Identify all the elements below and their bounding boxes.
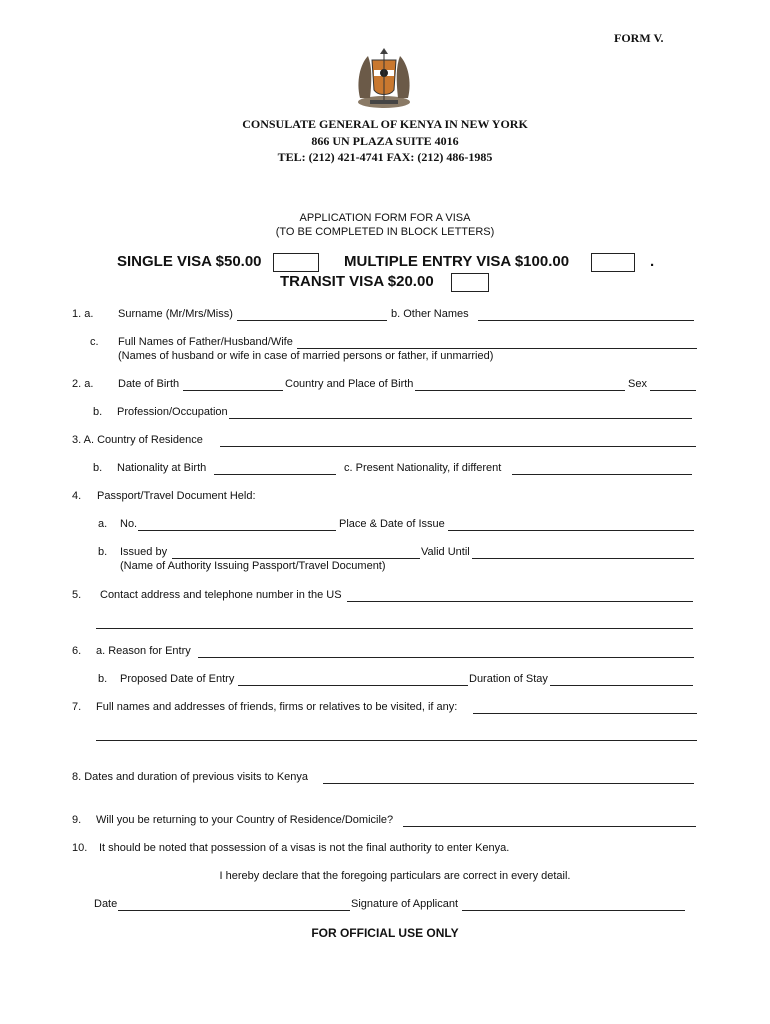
country-residence-field[interactable] bbox=[220, 446, 696, 447]
q7-number: 7. bbox=[72, 701, 82, 713]
us-contact-field[interactable] bbox=[347, 601, 693, 602]
place-date-issue-field[interactable] bbox=[448, 530, 694, 531]
valid-until-label: Valid Until bbox=[421, 546, 470, 558]
parent-spouse-label: Full Names of Father/Husband/Wife bbox=[118, 336, 293, 348]
previous-visits-label: 8. Dates and duration of previous visits to Kenya bbox=[72, 771, 309, 783]
issued-by-label: Issued by bbox=[120, 546, 168, 558]
visa-dot: . bbox=[650, 253, 655, 270]
reason-entry-field[interactable] bbox=[198, 657, 694, 658]
other-names-label: b. Other Names bbox=[391, 308, 469, 320]
dob-label: Date of Birth bbox=[118, 378, 180, 390]
surname-label: Surname (Mr/Mrs/Miss) bbox=[118, 308, 233, 320]
q1-number: 1. a. bbox=[72, 308, 94, 320]
q10-number: 10. bbox=[72, 842, 88, 854]
q5-number: 5. bbox=[72, 589, 82, 601]
multiple-visa-label: MULTIPLE ENTRY VISA $100.00 bbox=[344, 253, 570, 270]
sex-field[interactable] bbox=[650, 390, 696, 391]
contacts-kenya-field-line2[interactable] bbox=[96, 740, 697, 741]
passport-no-field[interactable] bbox=[138, 530, 336, 531]
us-contact-label: Contact address and telephone number in the US bbox=[100, 589, 342, 601]
valid-until-field[interactable] bbox=[472, 558, 694, 559]
reason-entry-label: a. Reason for Entry bbox=[96, 645, 191, 657]
signature-label: Signature of Applicant bbox=[351, 898, 459, 910]
contacts-kenya-field[interactable] bbox=[473, 713, 697, 714]
form-label: FORM V. bbox=[614, 31, 664, 45]
issuing-authority-note: (Name of Authority Issuing Passport/Travel Document) bbox=[120, 560, 386, 572]
q4a-letter: a. bbox=[98, 518, 108, 530]
sex-label: Sex bbox=[628, 378, 647, 390]
parent-spouse-note: (Names of husband or wife in case of married persons or father, if unmarried) bbox=[118, 350, 494, 362]
other-names-field[interactable] bbox=[478, 320, 694, 321]
parent-spouse-field[interactable] bbox=[297, 348, 697, 349]
previous-visits-field[interactable] bbox=[323, 783, 694, 784]
place-date-issue-label: Place & Date of Issue bbox=[339, 518, 445, 530]
entry-date-label: Proposed Date of Entry bbox=[120, 673, 235, 685]
q6-number: 6. bbox=[72, 645, 82, 657]
single-visa-label: SINGLE VISA $50.00 bbox=[117, 253, 262, 270]
returning-field[interactable] bbox=[403, 826, 696, 827]
consulate-phone: TEL: (212) 421-4741 FAX: (212) 486-1985 bbox=[277, 150, 493, 164]
notice-text: It should be noted that possession of a visas is not the final authority to enter Kenya. bbox=[99, 842, 510, 854]
q6b-letter: b. bbox=[98, 673, 108, 685]
q9-number: 9. bbox=[72, 814, 82, 826]
present-nationality-field[interactable] bbox=[512, 474, 692, 475]
passport-no-label: No. bbox=[120, 518, 138, 530]
nationality-birth-field[interactable] bbox=[214, 474, 336, 475]
q4b-letter: b. bbox=[98, 546, 108, 558]
returning-label: Will you be returning to your Country of Residence/Domicile? bbox=[96, 814, 394, 826]
consulate-address: 866 UN PLAZA SUITE 4016 bbox=[311, 134, 459, 148]
kenya-coat-of-arms-icon bbox=[350, 46, 418, 110]
q1c-letter: c. bbox=[90, 336, 99, 348]
nationality-birth-label: Nationality at Birth bbox=[117, 462, 207, 474]
birth-country-field[interactable] bbox=[415, 390, 625, 391]
issued-by-field[interactable] bbox=[172, 558, 420, 559]
multiple-visa-checkbox[interactable] bbox=[591, 253, 635, 272]
birth-country-label: Country and Place of Birth bbox=[285, 378, 414, 390]
q3b-letter: b. bbox=[93, 462, 103, 474]
contacts-kenya-label: Full names and addresses of friends, firms or relatives to be visited, if any: bbox=[96, 701, 458, 713]
q2b-letter: b. bbox=[93, 406, 103, 418]
official-use-heading: FOR OFFICIAL USE ONLY bbox=[311, 926, 459, 940]
form-title: APPLICATION FORM FOR A VISA bbox=[299, 212, 471, 224]
consulate-name: CONSULATE GENERAL OF KENYA IN NEW YORK bbox=[242, 117, 528, 131]
duration-stay-label: Duration of Stay bbox=[469, 673, 548, 685]
q4-number: 4. bbox=[72, 490, 82, 502]
surname-field[interactable] bbox=[237, 320, 387, 321]
profession-field[interactable] bbox=[229, 418, 692, 419]
dob-field[interactable] bbox=[183, 390, 283, 391]
declaration-text: I hereby declare that the foregoing particulars are correct in every detail. bbox=[219, 870, 571, 882]
entry-date-field[interactable] bbox=[238, 685, 468, 686]
present-nationality-label: c. Present Nationality, if different bbox=[344, 462, 502, 474]
profession-label: Profession/Occupation bbox=[117, 406, 228, 418]
transit-visa-label: TRANSIT VISA $20.00 bbox=[280, 273, 434, 290]
signature-field[interactable] bbox=[462, 910, 685, 911]
duration-stay-field[interactable] bbox=[550, 685, 693, 686]
us-contact-field-line2[interactable] bbox=[96, 628, 693, 629]
single-visa-checkbox[interactable] bbox=[273, 253, 319, 272]
country-residence-label: 3. A. Country of Residence bbox=[72, 434, 203, 446]
q2-number: 2. a. bbox=[72, 378, 94, 390]
form-subtitle: (TO BE COMPLETED IN BLOCK LETTERS) bbox=[275, 226, 495, 238]
date-label: Date bbox=[94, 898, 118, 910]
passport-held-label: Passport/Travel Document Held: bbox=[97, 490, 256, 502]
transit-visa-checkbox[interactable] bbox=[451, 273, 489, 292]
date-field[interactable] bbox=[118, 910, 350, 911]
